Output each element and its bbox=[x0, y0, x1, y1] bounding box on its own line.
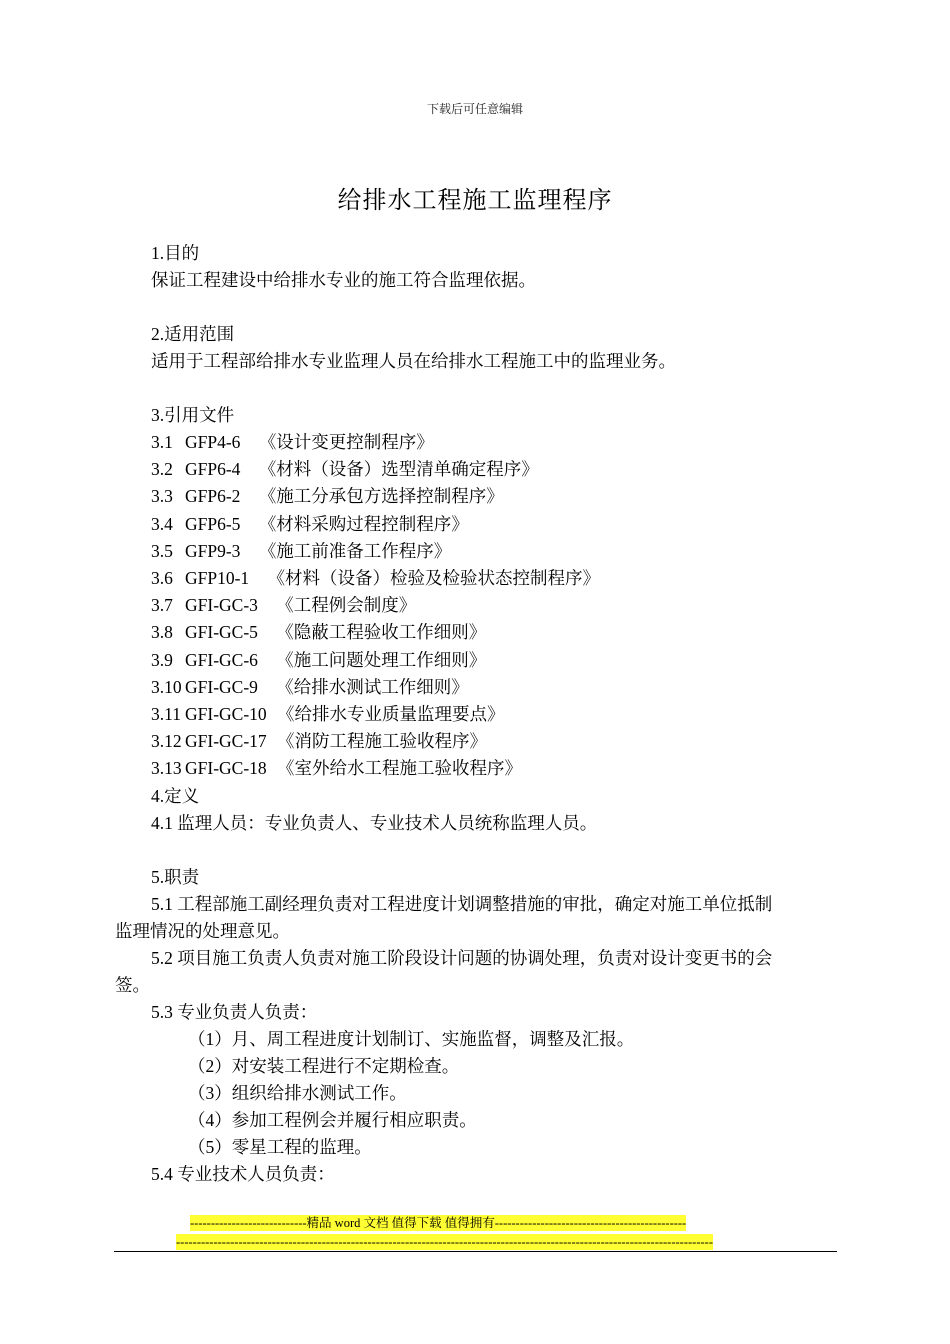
reference-title: 《设计变更控制程序》 bbox=[258, 432, 434, 452]
reference-item bbox=[151, 538, 451, 565]
reference-code: GFI-GC-9 bbox=[185, 676, 258, 697]
duty-5-3-item: （2）对安装工程进行不定期检查。 bbox=[188, 1056, 460, 1076]
reference-item bbox=[151, 619, 486, 646]
reference-number: 3.4 bbox=[151, 513, 173, 534]
duty-5-1-line2: 监理情况的处理意见。 bbox=[115, 921, 290, 941]
reference-title: 《给排水测试工作细则》 bbox=[276, 676, 469, 697]
reference-code: GFP6-2 bbox=[185, 486, 241, 507]
reference-title: 《消防工程施工验收程序》 bbox=[277, 731, 488, 752]
reference-code: GFI-GC-5 bbox=[185, 622, 258, 643]
purpose-heading: 1.目的 bbox=[151, 243, 200, 263]
footer-dash-line: --------------------------------------------------------------------------------------------------------------------------------- bbox=[176, 1235, 713, 1249]
reference-title: 《工程例会制度》 bbox=[276, 595, 417, 616]
reference-title: 《施工前准备工作程序》 bbox=[258, 540, 452, 561]
reference-title: 《材料（设备）检验及检验状态控制程序》 bbox=[267, 568, 601, 588]
reference-number: 3.12 bbox=[151, 731, 182, 752]
reference-code: GFP10-1 bbox=[185, 568, 250, 588]
page-title: 给排水工程施工监理程序 bbox=[337, 188, 613, 214]
reference-code: GFI-GC-10 bbox=[185, 704, 267, 724]
reference-item bbox=[151, 592, 416, 619]
reference-item bbox=[151, 674, 469, 701]
reference-item bbox=[151, 755, 522, 782]
duty-5-1-line1: 5.1 工程部施工副经理负责对工程进度计划调整措施的审批，确定对施工单位抵制 bbox=[151, 894, 773, 914]
reference-code: GFI-GC-18 bbox=[185, 758, 267, 779]
reference-code: GFP4-6 bbox=[185, 432, 241, 452]
duty-5-3-item: （3）组织给排水测试工作。 bbox=[188, 1083, 407, 1103]
reference-item bbox=[151, 565, 600, 592]
duty-5-2-line1: 5.2 项目施工负责人负责对施工阶段设计问题的协调处理，负责对设计变更书的会 bbox=[151, 948, 773, 968]
purpose-text: 保证工程建设中给排水专业的施工符合监理依据。 bbox=[151, 270, 536, 290]
references-heading: 3.引用文件 bbox=[151, 405, 235, 425]
footer-banner: ----------------------------精品 word 文档 值得下载 值得拥有---------------------------------------------- bbox=[190, 1216, 687, 1230]
definition-text: 4.1 监理人员：专业负责人、专业技术人员统称监理人员。 bbox=[151, 813, 598, 833]
reference-number: 3.8 bbox=[151, 622, 173, 643]
reference-number: 3.11 bbox=[151, 704, 181, 724]
reference-number: 3.6 bbox=[151, 568, 173, 588]
duty-5-3-item: （5）零星工程的监理。 bbox=[188, 1137, 372, 1157]
reference-code: GFP6-5 bbox=[185, 513, 241, 534]
reference-title: 《给排水专业质量监理要点》 bbox=[277, 704, 505, 724]
reference-title: 《材料（设备）选型清单确定程序》 bbox=[258, 459, 539, 480]
reference-item bbox=[151, 647, 486, 674]
reference-item bbox=[151, 511, 469, 538]
header-note: 下载后可任意编辑 bbox=[426, 102, 523, 116]
duty-5-4: 5.4 专业技术人员负责： bbox=[151, 1164, 335, 1184]
reference-number: 3.3 bbox=[151, 486, 173, 507]
duty-5-3: 5.3 专业负责人负责： bbox=[151, 1002, 318, 1022]
reference-title: 《材料采购过程控制程序》 bbox=[258, 513, 469, 534]
reference-number: 3.2 bbox=[151, 459, 173, 480]
duty-5-3-item: （4）参加工程例会并履行相应职责。 bbox=[188, 1110, 477, 1130]
reference-item bbox=[151, 456, 539, 483]
reference-title: 《隐蔽工程验收工作细则》 bbox=[276, 622, 487, 643]
reference-title: 《施工问题处理工作细则》 bbox=[276, 649, 487, 670]
scope-heading: 2.适用范围 bbox=[151, 324, 235, 344]
definition-heading: 4.定义 bbox=[151, 786, 200, 806]
reference-item bbox=[151, 728, 487, 755]
reference-number: 3.1 bbox=[151, 432, 173, 452]
reference-code: GFP9-3 bbox=[185, 540, 241, 561]
reference-code: GFI-GC-17 bbox=[185, 731, 267, 752]
duty-5-2-line2: 签。 bbox=[115, 975, 150, 995]
reference-code: GFI-GC-6 bbox=[185, 649, 258, 670]
reference-code: GFI-GC-3 bbox=[185, 595, 258, 616]
scope-text: 适用于工程部给排水专业监理人员在给排水工程施工中的监理业务。 bbox=[151, 351, 676, 371]
reference-title: 《室外给水工程施工验收程序》 bbox=[277, 758, 523, 779]
reference-item bbox=[151, 429, 434, 456]
reference-title: 《施工分承包方选择控制程序》 bbox=[258, 486, 504, 507]
reference-number: 3.7 bbox=[151, 595, 173, 616]
duty-5-3-item: （1）月、周工程进度计划制订、实施监督，调整及汇报。 bbox=[188, 1029, 635, 1049]
reference-number: 3.13 bbox=[151, 758, 182, 779]
footer-rule bbox=[114, 1251, 837, 1252]
reference-number: 3.9 bbox=[151, 649, 173, 670]
duty-heading: 5.职责 bbox=[151, 867, 200, 887]
reference-number: 3.10 bbox=[151, 676, 182, 697]
reference-item bbox=[151, 483, 504, 510]
reference-number: 3.5 bbox=[151, 540, 173, 561]
reference-item bbox=[151, 701, 505, 728]
reference-code: GFP6-4 bbox=[185, 459, 241, 480]
